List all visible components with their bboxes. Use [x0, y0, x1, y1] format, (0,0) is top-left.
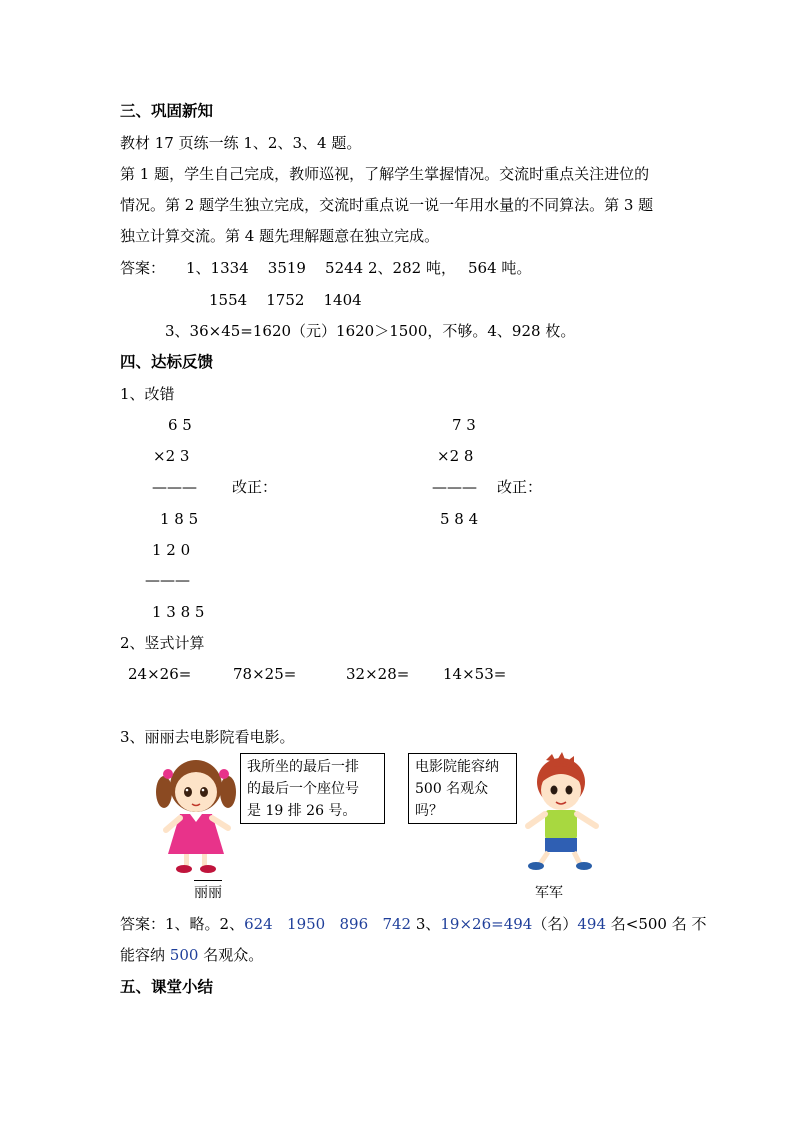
calc-item: 24×26=	[128, 665, 192, 683]
section3-heading: 三、巩固新知	[120, 101, 214, 120]
answer-line2	[120, 945, 263, 965]
left-rule: ———	[152, 478, 197, 496]
answer-mid: 3、	[411, 915, 441, 933]
question1-label: 1、改错	[120, 385, 175, 403]
answer-compare: 494	[577, 915, 606, 933]
girl-name: 丽丽	[194, 885, 222, 901]
answer-equation: 19×26=494	[440, 915, 533, 933]
calc-item: 14×53=	[443, 665, 507, 683]
answer-numbers: 624 1950 896 742	[244, 915, 412, 933]
section4-heading: 四、达标反馈	[120, 352, 214, 371]
left-partial2: 1 2 0	[152, 541, 191, 559]
answer-label: 答案：1、略。2、	[120, 915, 245, 933]
left-partial1: 1 8 5	[160, 510, 199, 528]
answer-line2a: 能容纳	[120, 946, 170, 964]
name-overline	[194, 880, 222, 881]
right-fix-label: 改正：	[497, 478, 543, 496]
left-multiplier: ×2 3	[153, 447, 190, 465]
calc-item: 32×28=	[346, 665, 410, 683]
bow-left	[163, 769, 173, 779]
hair-pigtail-right	[220, 776, 236, 808]
shorts	[545, 838, 577, 852]
answer-row2: 1554 1752 1404	[209, 291, 362, 309]
answer-unit: （名）	[532, 915, 578, 933]
bubble-line: 的最后一个座位号	[247, 781, 359, 797]
bubble-line: 是 19 排 26 号。	[247, 803, 357, 819]
speech-bubble-girl	[240, 753, 385, 824]
boy-illustration	[518, 752, 604, 878]
boy-name: 军军	[535, 885, 563, 901]
hair-pigtail-left	[156, 776, 172, 808]
question3-label: 3、丽丽去电影院看电影。	[120, 728, 295, 746]
speech-bubble-boy	[408, 753, 517, 824]
section5-heading: 五、课堂小结	[120, 977, 214, 996]
right-rule: ———	[432, 478, 477, 496]
left-fix-label: 改正：	[232, 478, 278, 496]
left-result: 1 3 8 5	[152, 603, 205, 621]
shirt	[545, 810, 577, 840]
answer-row1-water1: 2、282 吨，	[368, 259, 456, 277]
right-multiplier: ×2 8	[437, 447, 474, 465]
answer-line2b: 500	[169, 946, 199, 964]
answer-row1-water2: 564 吨。	[468, 259, 532, 277]
left-multiplicand: 6 5	[168, 416, 192, 434]
bubble-line: 500 名观众吗？	[415, 781, 489, 819]
answer-label: 答案：	[120, 259, 166, 277]
left-rule2: ———	[145, 571, 190, 589]
bubble-line: 我所坐的最后一排	[247, 759, 359, 775]
section3-line1: 教材 17 页练一练 1、2、3、4 题。	[120, 134, 362, 152]
right-partial1: 5 8 4	[440, 510, 479, 528]
bow-right	[219, 769, 229, 779]
answer-row3: 3、36×45=1620（元）1620＞1500，不够。4、928 枚。	[165, 322, 576, 340]
calc-item: 78×25=	[233, 665, 297, 683]
answer-rest: 名<500 名 不	[606, 915, 707, 933]
section3-line3: 情况。第 2 题学生独立完成，交流时重点说一说一年用水量的不同算法。第 3 题	[120, 196, 654, 214]
girl-illustration	[150, 752, 242, 880]
section3-line4: 独立计算交流。第 4 题先理解题意在独立完成。	[120, 227, 440, 245]
answer-line2c: 名观众。	[198, 946, 264, 964]
section3-line2: 第 1 题，学生自己完成，教师巡视，了解学生掌握情况。交流时重点关注进位的	[120, 165, 650, 183]
question2-label: 2、竖式计算	[120, 634, 205, 652]
answer-line1	[120, 914, 707, 934]
answer-row1: 1、1334 3519 5244	[186, 259, 364, 277]
right-multiplicand: 7 3	[452, 416, 476, 434]
bubble-line: 电影院能容纳	[415, 759, 499, 775]
